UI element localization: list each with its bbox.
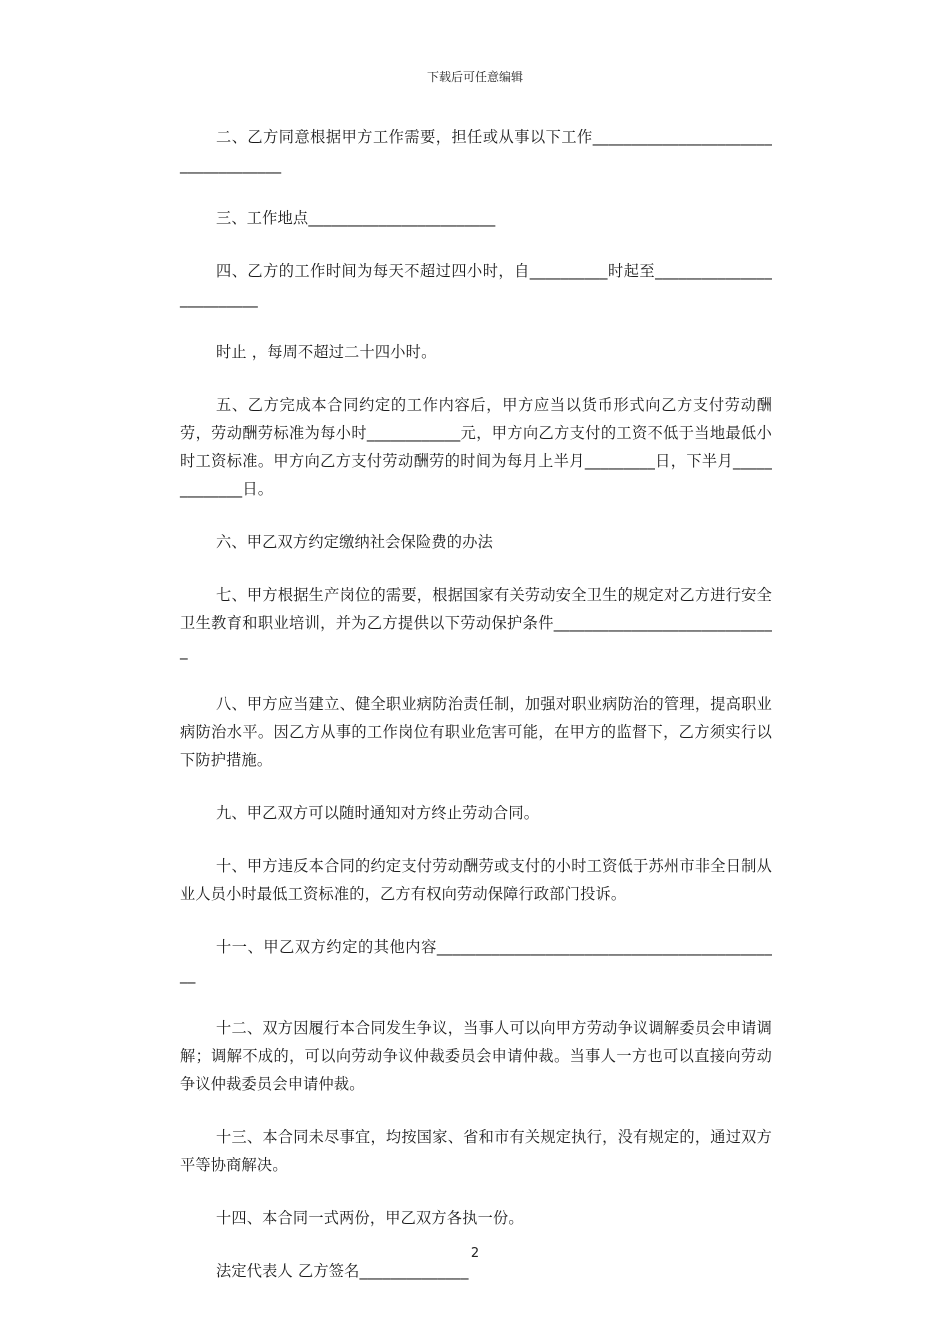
clause-4-continued: 时止 ，每周不超过二十四小时。 bbox=[216, 343, 437, 361]
signature-line: 法定代表人 乙方签名______________ bbox=[216, 1262, 469, 1280]
clause-12: 十二、双方因履行本合同发生争议，当事人可以向甲方劳动争议调解委员会申请调解；调解不成的，可以向劳动争议仲裁委员会申请仲裁。当事人一方也可以直接向劳动争议仲裁委员会申请仲裁。 bbox=[180, 1019, 772, 1093]
clause-4: 四、乙方的工作时间为每天不超过四小时，自__________时起至_________________________ bbox=[180, 262, 772, 308]
clause-14: 十四、本合同一式两份，甲乙双方各执一份。 bbox=[216, 1209, 524, 1227]
clause-11: 十一、甲乙双方约定的其他内容_____________________________________________ bbox=[180, 938, 772, 984]
page-number: 2 bbox=[470, 1246, 480, 1261]
clause-2: 二、乙方同意根据甲方工作需要，担任或从事以下工作____________________________________ bbox=[180, 128, 772, 174]
clause-3: 三、工作地点________________________ bbox=[216, 209, 496, 227]
clause-7: 七、甲方根据生产岗位的需要，根据国家有关劳动安全卫生的规定对乙方进行安全卫生教育和职业培训，并为乙方提供以下劳动保护条件_____________________________ bbox=[180, 586, 772, 660]
clause-13: 十三、本合同未尽事宜，均按国家、省和市有关规定执行，没有规定的，通过双方平等协商解决。 bbox=[180, 1128, 772, 1174]
clause-9: 九、甲乙双方可以随时通知对方终止劳动合同。 bbox=[216, 804, 540, 822]
clause-5: 五、乙方完成本合同约定的工作内容后，甲方应当以货币形式向乙方支付劳动酬劳，劳动酬劳标准为每小时____________元，甲方向乙方支付的工资不低于当地最低小时工资标准。甲方向乙方支付劳动酬劳的时间为每月上半月_________日，下半月_____________日。 bbox=[180, 396, 772, 498]
clause-8: 八、甲方应当建立、健全职业病防治责任制，加强对职业病防治的管理，提高职业病防治水平。因乙方从事的工作岗位有职业危害可能，在甲方的监督下，乙方须实行以下防护措施。 bbox=[180, 695, 772, 769]
clause-10: 十、甲方违反本合同的约定支付劳动酬劳或支付的小时工资低于苏州市非全日制从业人员小时最低工资标准的，乙方有权向劳动保障行政部门投诉。 bbox=[180, 857, 772, 903]
page-header: 下载后可任意编辑 bbox=[426, 70, 523, 84]
document-body bbox=[180, 123, 772, 1310]
clause-6: 六、甲乙双方约定缴纳社会保险费的办法 bbox=[216, 533, 493, 551]
